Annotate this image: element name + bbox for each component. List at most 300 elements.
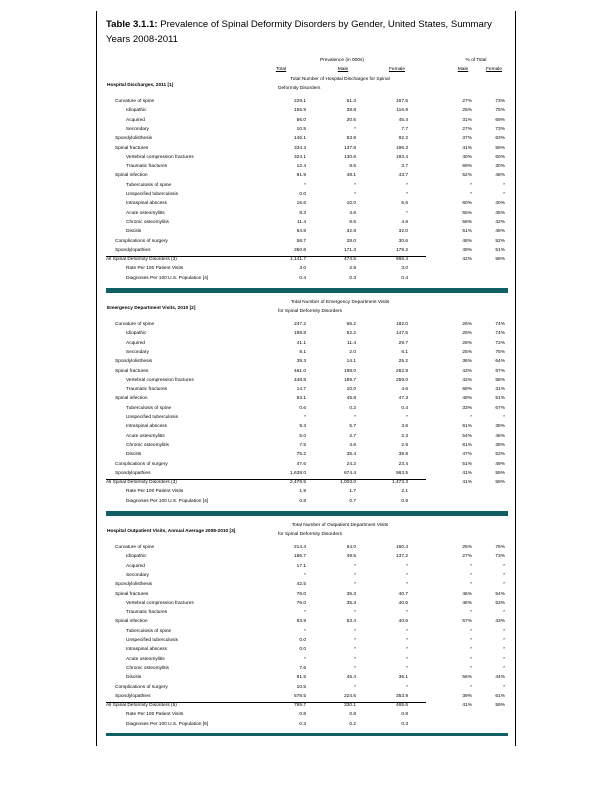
cell-pct-male: 48% [462,238,472,244]
cell-total: 578.5 [293,693,306,699]
cell-female: 196.3 [395,145,408,151]
cell-pct-male: 51% [462,461,472,467]
cell-total: 448.8 [293,377,306,383]
cell-total: 7.6 [299,665,306,671]
cell-pct-male: * [470,415,472,420]
cell-total: 2,476.5 [289,480,306,486]
cell-pct-female: 44% [495,675,505,681]
cell-pct-female: 73% [495,126,505,132]
row-label: Spinal fractures [115,368,149,374]
cell-pct-female: 64% [495,359,505,365]
cell-pct-female: 39% [495,442,505,448]
cell-male: 14.1 [346,359,356,365]
cell-pct-male: 58% [462,219,472,225]
section-title: Hospital Discharges, 2011 [1] [107,83,174,88]
cell-female: 963.5 [395,470,408,476]
row-label: Traumatic fractures [126,164,168,170]
row-label: Secondary [126,572,149,578]
cell-pct-male: * [470,684,472,690]
row-label: Idiopathic [126,331,147,337]
cell-pct-female: 59% [495,480,505,486]
cell-male: 61.3 [346,99,356,104]
row-label: Acquired [126,563,145,569]
cell-total: 42.5 [296,582,306,588]
percent-group-header: % of Total [465,58,487,63]
row-label: Curvature of spine [115,545,155,550]
row-label: Rate Per 100 Patient Visits [126,712,184,718]
cell-female: * [406,210,408,216]
cell-pct-female: * [503,192,505,197]
cell-female: 39.8 [398,452,408,458]
row-label: Spinal fractures [115,591,149,597]
cell-pct-male: * [470,665,472,671]
cell-female: 0.8 [401,712,408,718]
cell-pct-male: 37% [462,136,472,142]
cell-pct-male: 40% [462,154,472,160]
cell-total: 58.7 [296,238,306,244]
row-label: Spinal infection [115,173,148,179]
row-label: Unspecified tuberculosis [126,192,178,197]
cell-total: 0.6 [299,405,306,411]
cell-total: 199.8 [293,331,306,337]
cell-pct-male: 41% [462,145,472,151]
cell-male: 53.9 [346,136,356,142]
section-subheader-line: for Spinal Deformity Disorders [278,532,342,537]
cell-female: 137.2 [395,554,408,560]
cell-pct-male: 69% [462,164,472,170]
cell-pct-female: 60% [495,154,505,160]
row-label: Acute osteomylitis [126,656,165,662]
row-label: Idiopathic [126,554,147,560]
cell-male: 49.5 [346,554,356,560]
cell-female: * [406,647,408,653]
cell-pct-female: 75% [495,349,505,355]
cell-pct-female: * [503,647,505,653]
cell-total: 76.0 [296,591,306,597]
cell-female: 25.2 [398,359,408,365]
cell-male: 0.2 [349,721,356,727]
cell-male: 4.6 [349,210,356,216]
cell-pct-male: * [470,582,472,588]
cell-male: 6.6 [349,219,356,225]
cell-total: 461.0 [293,368,306,374]
row-label: Traumatic fractures [126,387,168,393]
cell-pct-male: 27% [462,554,472,560]
cell-female: 262.9 [395,368,408,374]
cell-pct-male: 47% [462,452,472,458]
table-title [106,17,510,47]
cell-pct-female: 59% [495,470,505,476]
cell-total: 1,141.7 [289,257,306,263]
cell-pct-male: 51% [462,229,472,235]
cell-total: * [304,415,306,420]
cell-male: 0.3 [349,275,356,281]
cell-male: 330.1 [343,703,356,709]
cell-pct-female: 39% [495,424,505,430]
row-label: Spondylolisthesis [115,582,153,588]
cell-pct-female: 51% [495,396,505,402]
col-total-header: Total [275,67,287,72]
cell-total: 75.2 [296,452,306,458]
section-subheader-line: Total Number of Hospital Discharges for Spinal [290,77,390,82]
cell-female: * [406,638,408,643]
cell-male: 0.2 [349,405,356,411]
cell-pct-female: 45% [495,210,505,216]
cell-pct-female: * [503,610,505,616]
cell-pct-female: * [503,656,505,662]
cell-female: 147.6 [395,331,408,337]
cell-female: 0.9 [401,498,408,504]
cell-female: * [406,656,408,662]
row-label: Spondylopathies [115,693,151,699]
cell-total: 5.0 [299,433,306,439]
cell-total: 0.4 [299,275,306,281]
cell-total: 8.1 [299,349,306,355]
cell-total: 146.1 [293,136,306,142]
cell-male: 137.8 [343,145,356,151]
cell-female: 36.1 [398,675,408,681]
cell-pct-male: * [470,572,472,578]
row-label: Spinal infection [115,396,148,402]
cell-total: 0.8 [299,712,306,718]
cell-male: 0.8 [349,712,356,718]
cell-pct-male: 42% [462,257,472,263]
row-label: Unspecified tuberculosis [126,415,178,420]
cell-female: * [406,182,408,188]
cell-male: 2.0 [349,349,356,355]
cell-male: 2.7 [349,433,356,439]
cell-pct-male: 49% [462,396,472,402]
cell-pct-female: 69% [495,117,505,123]
cell-pct-male: 36% [462,359,472,365]
cell-male: 1,003.0 [339,480,356,486]
cell-female: 4.6 [401,387,408,393]
cell-total: 7.5 [299,442,306,448]
cell-male: * [354,638,356,643]
cell-total: 10.5 [296,126,306,132]
cell-female: 3.6 [401,424,408,430]
cell-pct-female: 75% [495,545,505,550]
row-label: Secondary [126,126,149,132]
cell-male: 5.7 [349,424,356,430]
cell-pct-female: 61% [495,693,505,699]
cell-total: 66.0 [296,117,306,123]
cell-female: 2.3 [401,433,408,439]
cell-total: 12.4 [296,164,306,170]
cell-pct-female: 40% [495,201,505,207]
cell-pct-female: 57% [495,368,505,374]
cell-male: * [354,656,356,662]
row-label: Vertebral compression fractures [126,600,194,606]
cell-pct-female: * [503,628,505,634]
cell-pct-male: * [470,563,472,569]
cell-female: 259.0 [395,377,408,383]
cell-male: 45.8 [346,396,356,402]
cell-female: * [406,192,408,197]
row-label: Spondylopathies [115,247,151,253]
cell-pct-female: 74% [495,331,505,337]
cell-pct-male: 55% [462,210,472,216]
cell-female: 23.4 [398,461,408,467]
cell-pct-male: * [470,647,472,653]
cell-pct-male: 39% [462,693,472,699]
cell-male: 28.0 [346,238,356,244]
cell-pct-female: 43% [495,619,505,625]
row-label: All Spinal Deformity Disorders (3) [106,257,177,263]
cell-female: 167.6 [395,99,408,104]
cell-female: * [406,582,408,588]
row-label: Vertebral compression fractures [126,154,194,160]
cell-male: 224.6 [343,693,356,699]
row-label: Complications of surgery [115,684,168,690]
cell-pct-male: 41% [462,470,472,476]
cell-female: 7.7 [401,126,408,132]
col-pct-male-header: Male [457,67,469,72]
row-label: Tuberculosis of spine [126,628,172,634]
cell-female: 353.9 [395,693,408,699]
row-label: Vertebral compression fractures [126,377,194,383]
row-label: Intraspinal abscess [126,201,168,207]
cell-female: 666.4 [395,257,408,263]
row-label: Discitis [126,675,142,681]
cell-pct-female: * [503,182,505,188]
cell-pct-female: 75% [495,108,505,114]
cell-male: 54.0 [346,545,356,550]
cell-male: 10.0 [346,387,356,393]
col-male-header: Male [337,67,349,72]
cell-total: 350.8 [293,247,306,253]
cell-total: 47.6 [296,461,306,467]
cell-pct-female: 31% [495,387,505,393]
cell-pct-male: 26% [462,331,472,337]
cell-pct-female: 67% [495,405,505,411]
cell-pct-female: * [503,563,505,569]
cell-pct-female: 53% [495,452,505,458]
row-label: Acute osteomylitis [126,433,165,439]
cell-total: * [304,182,306,188]
cell-pct-female: 48% [495,173,505,179]
cell-total: 1.9 [299,489,306,495]
cell-female: 182.0 [395,322,408,327]
cell-pct-male: 68% [462,387,472,393]
cell-male: 38.8 [346,108,356,114]
row-label: Secondary [126,349,149,355]
row-label: All Spinal Deformity Disorders (3) [106,480,177,486]
cell-female: 43.7 [398,173,408,179]
cell-male: 52.2 [346,331,356,337]
cell-total: * [304,628,306,634]
cell-pct-male: 28% [462,340,472,346]
cell-female: * [406,628,408,634]
cell-male: 198.0 [343,368,356,374]
cell-pct-female: 59% [495,703,505,709]
cell-female: 47.3 [398,396,408,402]
cell-pct-female: 59% [495,145,505,151]
cell-total: 17.1 [296,563,306,569]
cell-male: * [354,192,356,197]
cell-total: 229.1 [293,99,306,104]
cell-female: 32.0 [398,229,408,235]
cell-pct-female: * [503,684,505,690]
cell-male: 65.2 [346,322,356,327]
cell-pct-male: 25% [462,108,472,114]
cell-male: 53.4 [346,619,356,625]
cell-pct-male: * [470,182,472,188]
cell-pct-male: 33% [462,405,472,411]
cell-female: * [406,563,408,569]
cell-female: 116.9 [396,108,408,114]
cell-total: * [304,610,306,616]
row-label: Diagnoses Per 100 U.S. Population [4] [126,498,209,504]
col-pct-female-header: Female [486,67,502,72]
cell-male: 11.4 [347,340,356,346]
row-label: Spondylolisthesis [115,359,153,365]
cell-female: 40.6 [398,600,408,606]
cell-total: 0.0 [299,192,306,197]
cell-pct-female: 53% [495,600,505,606]
cell-total: 0.3 [299,721,306,727]
cell-male: * [354,126,356,132]
cell-pct-male: 42% [462,377,472,383]
cell-female: 30.6 [398,238,408,244]
cell-pct-male: 49% [462,247,472,253]
cell-total: 9.3 [299,424,306,430]
cell-pct-female: * [503,638,505,643]
row-label: Intraspinal abscess [126,647,168,653]
cell-male: 45.4 [346,675,356,681]
cell-pct-male: 41% [462,703,472,709]
section-subheader-line: Total Number of Emergency Department Visits [290,300,390,305]
cell-male: 171.3 [343,247,356,253]
cell-female: 1,473.3 [391,480,408,486]
cell-female: 0.4 [401,405,408,411]
row-label: Complications of surgery [115,238,168,244]
cell-total: 324.1 [293,154,306,160]
table-end-bar [106,733,508,736]
row-label: Acquired [126,340,145,346]
cell-pct-female: 54% [495,591,505,597]
row-label: Chronic osteomylitis [126,219,169,225]
cell-female: 3.7 [401,164,408,170]
cell-pct-female: 58% [495,257,505,263]
row-label: All Spinal Deformity Disorders (5) [106,703,177,709]
cell-pct-male: 46% [462,591,472,597]
cell-male: 130.6 [343,154,356,160]
cell-pct-male: 27% [462,126,472,132]
cell-pct-male: * [470,656,472,662]
cell-pct-female: 73% [495,554,505,560]
cell-male: * [354,582,356,588]
cell-female: 40.7 [398,591,408,597]
cell-male: * [354,610,356,616]
cell-pct-male: * [470,192,472,197]
cell-female: * [406,684,408,690]
cell-pct-female: 30% [495,164,505,170]
cell-pct-female: 46% [495,433,505,439]
cell-total: 14.7 [296,387,306,393]
cell-total: 93.1 [296,396,306,402]
cell-total: 795.7 [293,703,306,709]
cell-pct-female: 63% [495,136,505,142]
cell-pct-female: 52% [495,238,505,244]
cell-pct-female: 49% [495,229,505,235]
cell-total: 16.6 [296,201,306,207]
cell-male: 24.2 [346,461,356,467]
cell-female: 45.4 [398,117,408,123]
cell-female: 465.6 [395,703,408,709]
cell-total: 0.8 [299,498,306,504]
section-title: Hospital Outpatient Visits, Annual Average 2008-2010 [3] [107,529,236,534]
cell-total: 0.0 [299,638,306,643]
cell-pct-male: 61% [462,424,472,430]
cell-total: 0.0 [299,647,306,653]
cell-male: 35.3 [346,600,356,606]
cell-pct-male: * [470,628,472,634]
cell-pct-male: 25% [462,349,472,355]
cell-total: 41.1 [296,340,306,346]
cell-total: 81.5 [296,675,306,681]
prevalence-group-header: Prevalence (in 000s) [320,58,364,63]
cell-female: 2.9 [401,442,408,448]
table-title-text: Prevalence of Spinal Deformity Disorders by Gender, United States, Summary Years 2008-2011 [106,19,492,45]
cell-pct-male: * [470,610,472,616]
cell-female: * [406,572,408,578]
section-divider-bar [106,288,508,293]
cell-male: 4.6 [349,442,356,448]
cell-total: 64.8 [296,229,306,235]
cell-male: 32.8 [346,229,356,235]
cell-male: 2.9 [349,266,356,272]
cell-male: * [354,415,356,420]
row-label: Unspecified tuberculosis [126,638,178,643]
cell-female: 2.1 [401,489,408,495]
row-label: Traumatic fractures [126,610,168,616]
cell-pct-female: 51% [495,247,505,253]
cell-total: 334.3 [293,145,306,151]
cell-male: 474.5 [343,257,356,263]
section-subheader-line: for Spinal Deformity Disorders [278,309,342,314]
cell-male: * [354,182,356,188]
row-label: Tuberculosis of spine [126,405,172,411]
cell-pct-male: 26% [462,322,472,327]
cell-male: * [354,684,356,690]
cell-female: 193.4 [395,154,408,160]
cell-pct-male: 46% [462,600,472,606]
cell-female: * [406,665,408,671]
row-label: Discitis [126,452,142,458]
cell-total: 3.0 [299,266,306,272]
row-label: Rate Per 100 Patient Visits [126,489,184,495]
cell-total: 247.2 [293,322,306,327]
cell-total: 1,638.0 [289,470,306,476]
cell-total: 76.0 [296,600,306,606]
cell-pct-male: 25% [462,545,472,550]
cell-pct-female: 73% [495,99,505,104]
cell-pct-male: 61% [462,442,472,448]
row-label: Curvature of spine [115,99,155,104]
cell-female: 0.3 [401,721,408,727]
cell-male: * [354,665,356,671]
row-label: Curvature of spine [115,322,155,327]
cell-female: 6.1 [401,349,408,355]
row-label: Spinal fractures [115,145,149,151]
cell-male: 48.1 [346,173,356,179]
cell-total: 186.7 [293,554,306,560]
cell-total: 10.5 [296,684,306,690]
cell-pct-female: * [503,415,505,420]
section-subheader-line: Total Number of Outpatient Department Visits [291,523,389,528]
row-label: Intraspinal abscess [126,424,168,430]
